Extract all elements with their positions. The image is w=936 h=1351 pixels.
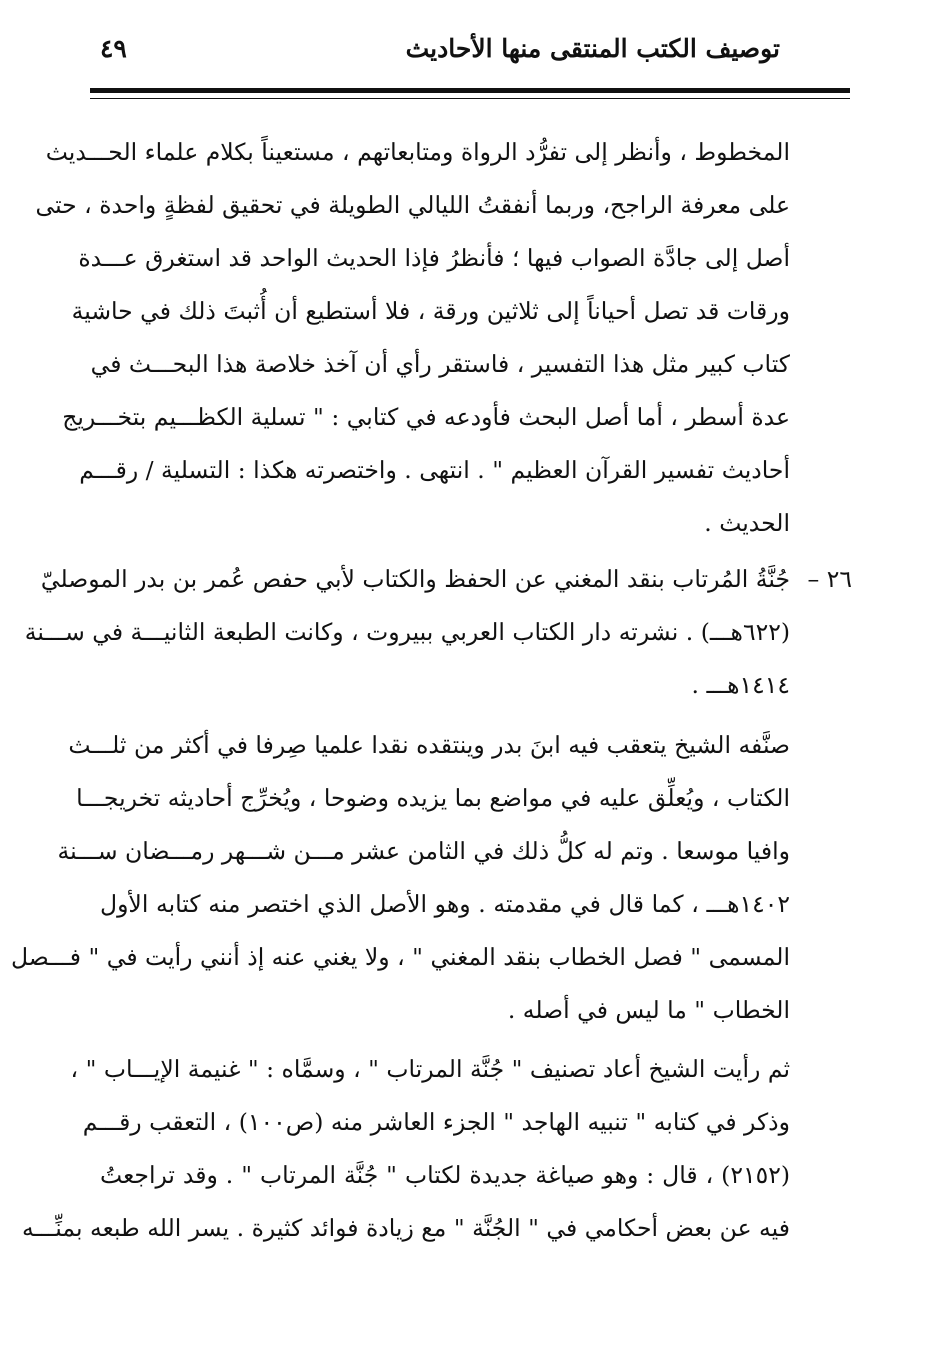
text-line: فيه عن بعض أحكامي في " الجُنَّة " مع زيادة فوائد كثيرة . يسر الله طبعه بمنِّـــه	[22, 1214, 790, 1242]
text-line: (٢١٥٢) ، قال : وهو صياغة جديدة لكتاب " جُنَّة المرتاب " . وقد تراجعتُ	[100, 1161, 790, 1189]
text-line: على معرفة الراجح، وربما أنفقتُ الليالي الطويلة في تحقيق لفظةٍ واحدة ، حتى	[35, 191, 790, 219]
text-line: الحديث .	[704, 509, 790, 537]
text-line: (٦٢٢هـــ) . نشرته دار الكتاب العربي ببيروت ، وكانت الطبعة الثانيـــة في ســـنة	[24, 618, 790, 646]
text-line: وذكر في كتابه " تنبيه الهاجد " الجزء العاشر منه (ص١٠٠) ، التعقب رقـــم	[82, 1108, 790, 1136]
text-line: عدة أسطر ، أما أصل البحث فأودعه في كتابي : " تسلية الكظـــيم بتخـــريج	[62, 403, 790, 431]
paragraph-2	[10, 719, 790, 1037]
text-line: جُنَّةُ المُرتاب بنقد المغني عن الحفظ والكتاب لأبي حفص عُمر بن بدر الموصليّ	[40, 565, 790, 593]
text-line: كتاب كبير مثل هذا التفسير ، فاستقر رأي أن آخذ خلاصة هذا البحـــث في	[90, 350, 790, 378]
text-line: ثم رأيت الشيخ أعاد تصنيف " جُنَّة المرتاب " ، وسمَّاه : " غنيمة الإيـــاب " ،	[70, 1055, 790, 1083]
running-header-title: توصيف الكتب المنتقى منها الأحاديث	[405, 34, 780, 63]
paragraph-3	[22, 1043, 790, 1255]
text-line: أحاديث تفسير القرآن العظيم " . انتهى . واختصرته هكذا : التسلية / رقـــم	[79, 456, 790, 484]
page-number: ٤٩	[100, 34, 127, 63]
header-rule-thin	[90, 98, 850, 99]
text-line: الكتاب ، ويُعلِّق عليه في مواضع بما يزيده وضوحا ، ويُخرِّج أحاديثه تخريجـــا	[76, 784, 790, 812]
paragraph-1	[35, 126, 790, 550]
text-line: صنَّفه الشيخ يتعقب فيه ابنَ بدر وينتقده نقدا علميا صِرفا في أكثر من ثلـــث	[68, 731, 790, 759]
running-header	[100, 28, 780, 78]
text-line: ١٤٠٢هـــ ، كما قال في مقدمته . وهو الأصل الذي اختصر منه كتابه الأول	[100, 890, 790, 918]
entry-number: ٢٦ –	[807, 565, 852, 593]
text-line: ١٤١٤هـــ .	[691, 671, 790, 699]
text-line: الخطاب " ما ليس في أصله .	[507, 996, 790, 1024]
entry-26	[24, 553, 852, 712]
text-line: ورقات قد تصل أحياناً إلى ثلاثين ورقة ، فلا أستطيع أن أُثبتَ ذلك في حاشية	[71, 297, 790, 325]
text-line: المسمى " فصل الخطاب بنقد المغني " ، ولا يغني عنه إذ أنني رأيت في " فـــصل	[10, 943, 790, 971]
header-rule-thick	[90, 88, 850, 93]
text-line: وافيا موسعا . وتم له كلُّ ذلك في الثامن عشر مـــن شـــهر رمـــضان ســـنة	[57, 837, 790, 865]
text-line: أصل إلى جادَّة الصواب فيها ؛ فأنظرُ فإذا الحديث الواحد قد استغرق عـــدة	[78, 244, 790, 272]
text-line: المخطوط ، وأنظر إلى تفرُّد الرواة ومتابعاتهم ، مستعيناً بكلام علماء الحـــديث	[45, 138, 790, 166]
